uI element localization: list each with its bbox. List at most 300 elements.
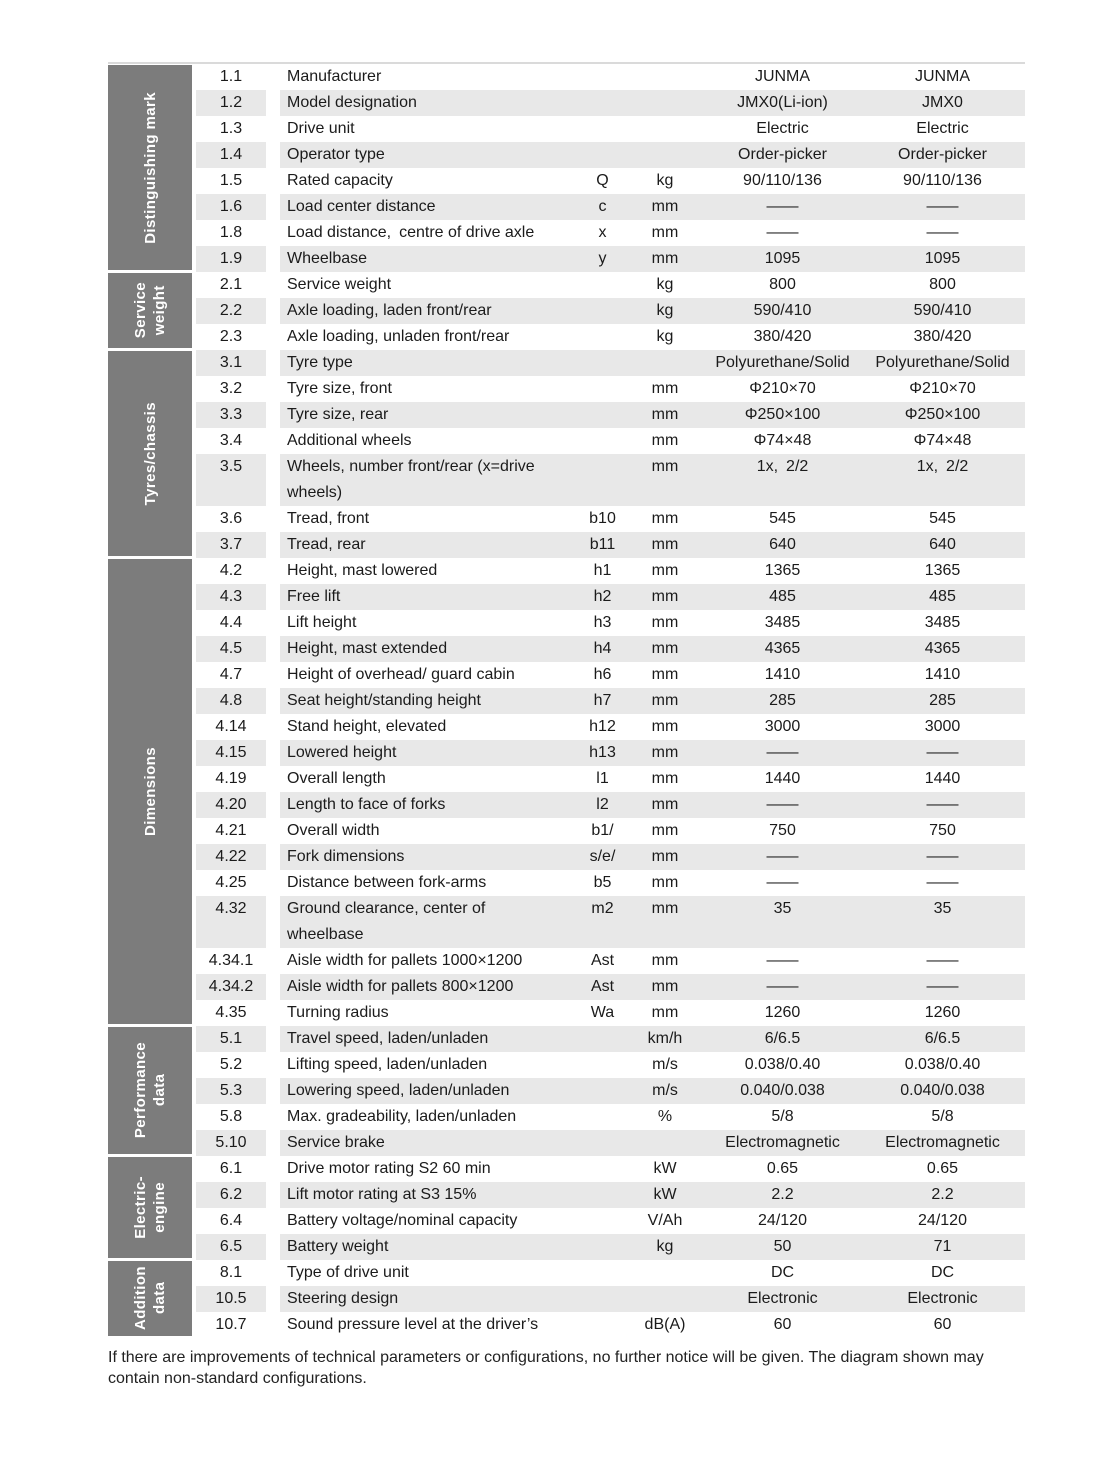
spec-value-1: 50 <box>773 1238 792 1255</box>
section-label: Performance data <box>132 1042 168 1139</box>
spec-description: Lowered height <box>287 744 397 761</box>
table-row <box>196 1312 1025 1338</box>
spec-symbol <box>580 116 625 142</box>
spec-value-1: Φ210×70 <box>749 380 816 397</box>
spec-unit: mm <box>651 978 679 995</box>
spec-value-1: 24/120 <box>758 1212 807 1229</box>
table-row <box>196 1234 1025 1260</box>
spec-unit: mm <box>651 900 679 917</box>
spec-description: Lowering speed, laden/unladen <box>287 1082 510 1099</box>
table-row <box>196 714 1025 740</box>
row-main <box>280 272 1025 298</box>
section-rows <box>196 350 1025 558</box>
spec-value-2: 6/6.5 <box>924 1030 961 1047</box>
table-row <box>196 506 1025 532</box>
spec-unit: mm <box>651 224 679 241</box>
row-main <box>280 1312 1025 1338</box>
section-sidebar-tyres-chassis <box>108 351 192 556</box>
spec-description: Axle loading, unladen front/rear <box>287 328 510 345</box>
spec-symbol <box>580 376 625 402</box>
row-number: 1.9 <box>196 246 266 272</box>
spec-description: Manufacturer <box>287 68 382 85</box>
spec-unit: mm <box>651 198 679 215</box>
row-main <box>280 246 1025 272</box>
spec-value-1: JMX0(Li-ion) <box>737 94 828 111</box>
spec-description: Tread, rear <box>287 536 366 553</box>
spec-value-2: 90/110/136 <box>903 172 982 189</box>
row-number: 3.7 <box>196 532 266 558</box>
spec-symbol: Q <box>596 172 609 189</box>
spec-description: Height, mast extended <box>287 640 448 657</box>
row-main <box>280 948 1025 974</box>
table-row <box>196 740 1025 766</box>
spec-value-2: 750 <box>929 822 956 839</box>
spec-symbol <box>580 324 625 350</box>
spec-description: Free lift <box>287 588 341 605</box>
row-number: 3.3 <box>196 402 266 428</box>
spec-symbol: h3 <box>593 614 612 631</box>
spec-symbol: b5 <box>593 874 612 891</box>
spec-symbol <box>580 1182 625 1208</box>
row-main <box>280 90 1025 116</box>
table-row <box>196 1130 1025 1156</box>
spec-value-1: 800 <box>769 276 796 293</box>
row-main <box>280 870 1025 896</box>
spec-symbol <box>580 1130 625 1156</box>
row-number: 8.1 <box>219 1264 243 1281</box>
spec-symbol: h1 <box>593 562 612 579</box>
section-rows <box>196 1026 1025 1156</box>
spec-unit: mm <box>651 718 679 735</box>
row-number: 4.19 <box>215 770 247 787</box>
spec-value-1: 0.038/0.40 <box>744 1056 821 1073</box>
table-row <box>196 532 1025 558</box>
table-row <box>196 1052 1025 1078</box>
spec-value-2: 285 <box>929 692 956 709</box>
row-number: 3.2 <box>219 380 243 397</box>
spec-value-1: 0.65 <box>766 1160 799 1177</box>
spec-unit <box>625 350 705 376</box>
row-number: 3.4 <box>219 432 243 449</box>
spec-value-2: —— <box>926 848 959 865</box>
row-number: 1.3 <box>219 120 243 137</box>
spec-symbol: l2 <box>596 796 609 813</box>
section-label: Addition data <box>132 1266 168 1331</box>
spec-unit: kg <box>656 172 674 189</box>
table-row <box>196 298 1025 324</box>
spec-symbol: h13 <box>589 744 616 761</box>
spec-value-1: Polyurethane/Solid <box>715 354 850 371</box>
spec-unit: kg <box>656 302 674 319</box>
spec-unit: mm <box>651 640 679 657</box>
row-number: 1.5 <box>219 172 243 189</box>
row-number: 1.2 <box>196 90 266 116</box>
row-number: 10.7 <box>215 1316 247 1333</box>
table-row <box>196 584 1025 610</box>
spec-symbol <box>580 1156 625 1182</box>
spec-description: Tyre type <box>287 354 353 371</box>
table-row <box>196 220 1025 246</box>
spec-value-1: 1260 <box>764 1004 801 1021</box>
row-main <box>280 1182 1025 1208</box>
row-main <box>280 896 1025 948</box>
table-row <box>196 90 1025 116</box>
spec-table <box>108 62 1025 1338</box>
spec-value-2: 0.038/0.40 <box>904 1056 981 1073</box>
spec-symbol <box>580 1234 625 1260</box>
section-distinguishing-mark <box>108 64 1025 272</box>
spec-value-1: 90/110/136 <box>743 172 822 189</box>
row-main <box>280 350 1025 376</box>
spec-value-1: 2.2 <box>771 1186 794 1203</box>
spec-unit: mm <box>651 510 679 527</box>
table-row <box>196 558 1025 584</box>
row-main <box>280 454 1025 506</box>
spec-symbol <box>580 64 625 90</box>
row-main <box>280 506 1025 532</box>
spec-value-1: —— <box>766 978 799 995</box>
table-row <box>196 1156 1025 1182</box>
spec-value-2: JMX0 <box>922 94 963 111</box>
table-row <box>196 1078 1025 1104</box>
spec-description: Steering design <box>287 1290 399 1307</box>
spec-symbol: b1/ <box>591 822 614 839</box>
spec-symbol: h6 <box>593 666 612 683</box>
row-number: 10.5 <box>196 1286 266 1312</box>
row-main <box>280 1104 1025 1130</box>
spec-symbol <box>580 298 625 324</box>
table-row <box>196 1104 1025 1130</box>
spec-value-1: 4365 <box>764 640 801 657</box>
spec-symbol: h12 <box>589 718 616 735</box>
spec-description: Fork dimensions <box>287 848 405 865</box>
row-main <box>280 688 1025 714</box>
spec-description: Service weight <box>287 276 392 293</box>
spec-symbol <box>580 1104 625 1130</box>
table-row <box>196 428 1025 454</box>
row-number: 4.25 <box>215 874 247 891</box>
section-performance-data <box>108 1026 1025 1156</box>
row-number: 1.4 <box>196 142 266 168</box>
spec-symbol: h7 <box>593 692 612 709</box>
spec-symbol <box>580 1078 625 1104</box>
spec-description: Tyre size, front <box>287 380 392 397</box>
row-main <box>280 168 1025 194</box>
row-number: 4.4 <box>219 614 243 631</box>
spec-value-2: 1410 <box>924 666 961 683</box>
spec-value-1: —— <box>766 224 799 241</box>
table-row <box>196 1208 1025 1234</box>
spec-description: Ground clearance, center of wheelbase <box>287 900 486 943</box>
table-row <box>196 142 1025 168</box>
row-number: 4.22 <box>196 844 266 870</box>
section-rows <box>196 64 1025 272</box>
spec-symbol <box>580 454 625 506</box>
spec-value-2: Electromagnetic <box>885 1134 1000 1151</box>
spec-unit: mm <box>651 822 679 839</box>
table-row <box>196 64 1025 90</box>
section-label: Tyres/chassis <box>141 401 159 506</box>
table-row <box>196 974 1025 1000</box>
section-rows <box>196 1260 1025 1338</box>
spec-description: Distance between fork-arms <box>287 874 487 891</box>
row-number: 5.2 <box>219 1056 243 1073</box>
row-main <box>280 1156 1025 1182</box>
row-number: 4.3 <box>196 584 266 610</box>
row-main <box>280 402 1025 428</box>
spec-symbol: y <box>598 250 607 267</box>
spec-symbol <box>580 90 625 116</box>
spec-value-2: JUNMA <box>914 68 971 85</box>
spec-symbol <box>580 1260 625 1286</box>
table-row <box>196 194 1025 220</box>
table-row <box>196 1000 1025 1026</box>
spec-value-2: 1095 <box>924 250 961 267</box>
spec-description: Seat height/standing height <box>287 692 481 709</box>
row-number: 1.1 <box>219 68 243 85</box>
row-number: 5.3 <box>196 1078 266 1104</box>
row-number: 4.15 <box>196 740 266 766</box>
table-row <box>196 324 1025 350</box>
spec-unit: mm <box>651 432 679 449</box>
spec-description: Sound pressure level at the driver’s <box>287 1316 539 1333</box>
row-main <box>280 714 1025 740</box>
table-row <box>196 116 1025 142</box>
spec-unit: kg <box>656 276 674 293</box>
spec-value-1: Electric <box>756 120 809 137</box>
spec-unit: mm <box>651 874 679 891</box>
spec-symbol: b11 <box>589 536 616 553</box>
spec-value-1: DC <box>770 1264 795 1281</box>
section-sidebar-service-weight <box>108 273 192 348</box>
spec-value-1: 3000 <box>764 718 801 735</box>
spec-description: Load center distance <box>287 198 436 215</box>
section-sidebar-addition-data <box>108 1261 192 1336</box>
spec-unit: V/Ah <box>647 1212 683 1229</box>
row-main <box>280 662 1025 688</box>
spec-value-2: Electric <box>916 120 969 137</box>
spec-value-1: Order-picker <box>738 146 827 163</box>
spec-symbol: b10 <box>589 510 616 527</box>
spec-description: Drive motor rating S2 60 min <box>287 1160 491 1177</box>
row-number: 4.32 <box>196 896 266 948</box>
spec-description: Tyre size, rear <box>287 406 389 423</box>
spec-unit <box>625 116 705 142</box>
spec-value-2: 24/120 <box>918 1212 967 1229</box>
spec-value-2: 1440 <box>924 770 961 787</box>
row-number: 4.7 <box>219 666 243 683</box>
row-number: 4.35 <box>215 1004 247 1021</box>
spec-value-1: 1410 <box>764 666 801 683</box>
spec-symbol <box>580 1208 625 1234</box>
table-row <box>196 948 1025 974</box>
spec-unit <box>625 142 705 168</box>
spec-description: Wheels, number front/rear (x=drive wheels) <box>287 458 535 501</box>
spec-description: Lift motor rating at S3 15% <box>287 1186 477 1203</box>
row-number: 6.2 <box>196 1182 266 1208</box>
spec-value-2: Order-picker <box>898 146 987 163</box>
row-number: 4.2 <box>219 562 243 579</box>
spec-value-1: —— <box>766 848 799 865</box>
spec-value-1: 3485 <box>764 614 801 631</box>
spec-value-2: 545 <box>929 510 956 527</box>
spec-value-1: 285 <box>769 692 796 709</box>
spec-symbol <box>580 402 625 428</box>
row-main <box>280 974 1025 1000</box>
row-main <box>280 1208 1025 1234</box>
row-main <box>280 532 1025 558</box>
spec-value-2: 380/420 <box>913 328 972 345</box>
row-number: 2.3 <box>219 328 243 345</box>
row-number: 5.1 <box>196 1026 266 1052</box>
table-row <box>196 870 1025 896</box>
section-label: Distinguishing mark <box>141 91 159 244</box>
spec-unit: dB(A) <box>644 1316 686 1333</box>
spec-value-2: —— <box>926 224 959 241</box>
section-rows <box>196 1156 1025 1260</box>
spec-value-2: DC <box>930 1264 955 1281</box>
spec-value-1: Electromagnetic <box>725 1134 840 1151</box>
spec-description: Drive unit <box>287 120 355 137</box>
spec-description: Additional wheels <box>287 432 412 449</box>
spec-description: Turning radius <box>287 1004 389 1021</box>
spec-value-1: 6/6.5 <box>764 1030 801 1047</box>
spec-symbol: m2 <box>591 900 614 917</box>
spec-unit: km/h <box>647 1030 683 1047</box>
table-row <box>196 402 1025 428</box>
row-number: 4.5 <box>196 636 266 662</box>
spec-value-2: Polyurethane/Solid <box>875 354 1010 371</box>
spec-description: Overall width <box>287 822 380 839</box>
spec-description: Battery voltage/nominal capacity <box>287 1212 518 1229</box>
row-main <box>280 376 1025 402</box>
table-row <box>196 844 1025 870</box>
spec-value-1: 5/8 <box>771 1108 794 1125</box>
row-main <box>280 1260 1025 1286</box>
spec-value-1: 1365 <box>764 562 801 579</box>
row-number: 6.5 <box>196 1234 266 1260</box>
section-rows <box>196 558 1025 1026</box>
spec-unit: kg <box>656 328 674 345</box>
spec-unit: mm <box>651 614 679 631</box>
spec-description: Model designation <box>287 94 417 111</box>
section-label: Dimensions <box>141 746 159 837</box>
spec-description: Service brake <box>287 1134 385 1151</box>
spec-unit: mm <box>651 1004 679 1021</box>
spec-description: Length to face of forks <box>287 796 446 813</box>
section-addition-data <box>108 1260 1025 1338</box>
row-number: 3.6 <box>219 510 243 527</box>
row-main <box>280 1234 1025 1260</box>
spec-value-2: Φ250×100 <box>904 406 981 423</box>
row-main <box>280 428 1025 454</box>
spec-description: Max. gradeability, laden/unladen <box>287 1108 517 1125</box>
section-label: Electric- engine <box>132 1176 168 1239</box>
spec-description: Travel speed, laden/unladen <box>287 1030 489 1047</box>
spec-symbol <box>580 1052 625 1078</box>
row-main <box>280 766 1025 792</box>
spec-symbol <box>580 272 625 298</box>
spec-value-1: 35 <box>773 900 792 917</box>
spec-value-2: Φ210×70 <box>909 380 976 397</box>
spec-value-1: 1095 <box>764 250 801 267</box>
spec-unit <box>625 1286 705 1312</box>
spec-symbol <box>580 142 625 168</box>
row-number: 4.8 <box>196 688 266 714</box>
spec-unit <box>625 1130 705 1156</box>
row-main <box>280 1130 1025 1156</box>
spec-value-1: 1x, 2/2 <box>756 458 809 475</box>
section-rows <box>196 272 1025 350</box>
row-number: 6.4 <box>219 1212 243 1229</box>
spec-value-1: Electronic <box>747 1290 818 1307</box>
row-main <box>280 792 1025 818</box>
row-main <box>280 1026 1025 1052</box>
spec-unit <box>625 1260 705 1286</box>
row-number: 2.1 <box>219 276 243 293</box>
row-main <box>280 610 1025 636</box>
spec-unit <box>625 64 705 90</box>
table-row <box>196 766 1025 792</box>
row-main <box>280 142 1025 168</box>
table-row <box>196 1026 1025 1052</box>
row-main <box>280 324 1025 350</box>
spec-unit <box>625 90 705 116</box>
table-row <box>196 662 1025 688</box>
spec-value-2: 1x, 2/2 <box>916 458 969 475</box>
spec-value-2: 4365 <box>924 640 961 657</box>
spec-value-1: —— <box>766 744 799 761</box>
section-sidebar-distinguishing-mark <box>108 65 192 270</box>
row-number: 1.8 <box>219 224 243 241</box>
spec-value-1: 60 <box>773 1316 792 1333</box>
spec-value-2: —— <box>926 744 959 761</box>
table-row <box>196 792 1025 818</box>
spec-value-2: —— <box>926 198 959 215</box>
spec-value-2: —— <box>926 874 959 891</box>
section-service-weight <box>108 272 1025 350</box>
spec-value-1: —— <box>766 796 799 813</box>
spec-value-1: 545 <box>769 510 796 527</box>
spec-value-2: —— <box>926 796 959 813</box>
row-main <box>280 844 1025 870</box>
spec-unit: mm <box>651 692 679 709</box>
spec-value-2: 3000 <box>924 718 961 735</box>
spec-symbol: x <box>598 224 607 241</box>
spec-symbol <box>580 428 625 454</box>
section-tyres-chassis <box>108 350 1025 558</box>
spec-value-2: Electronic <box>907 1290 978 1307</box>
row-main <box>280 1078 1025 1104</box>
row-main <box>280 740 1025 766</box>
spec-description: Height, mast lowered <box>287 562 438 579</box>
row-number: 4.21 <box>215 822 247 839</box>
table-row <box>196 246 1025 272</box>
spec-symbol: s/e/ <box>589 848 616 865</box>
table-row <box>196 896 1025 948</box>
spec-value-1: —— <box>766 874 799 891</box>
row-number: 3.5 <box>196 454 266 506</box>
spec-value-2: 71 <box>933 1238 952 1255</box>
spec-value-2: 0.040/0.038 <box>900 1082 985 1099</box>
spec-description: Overall length <box>287 770 386 787</box>
spec-unit: mm <box>651 458 679 475</box>
table-row <box>196 168 1025 194</box>
spec-value-2: 2.2 <box>931 1186 954 1203</box>
spec-value-2: 590/410 <box>913 302 972 319</box>
table-row <box>196 350 1025 376</box>
spec-value-1: JUNMA <box>754 68 811 85</box>
